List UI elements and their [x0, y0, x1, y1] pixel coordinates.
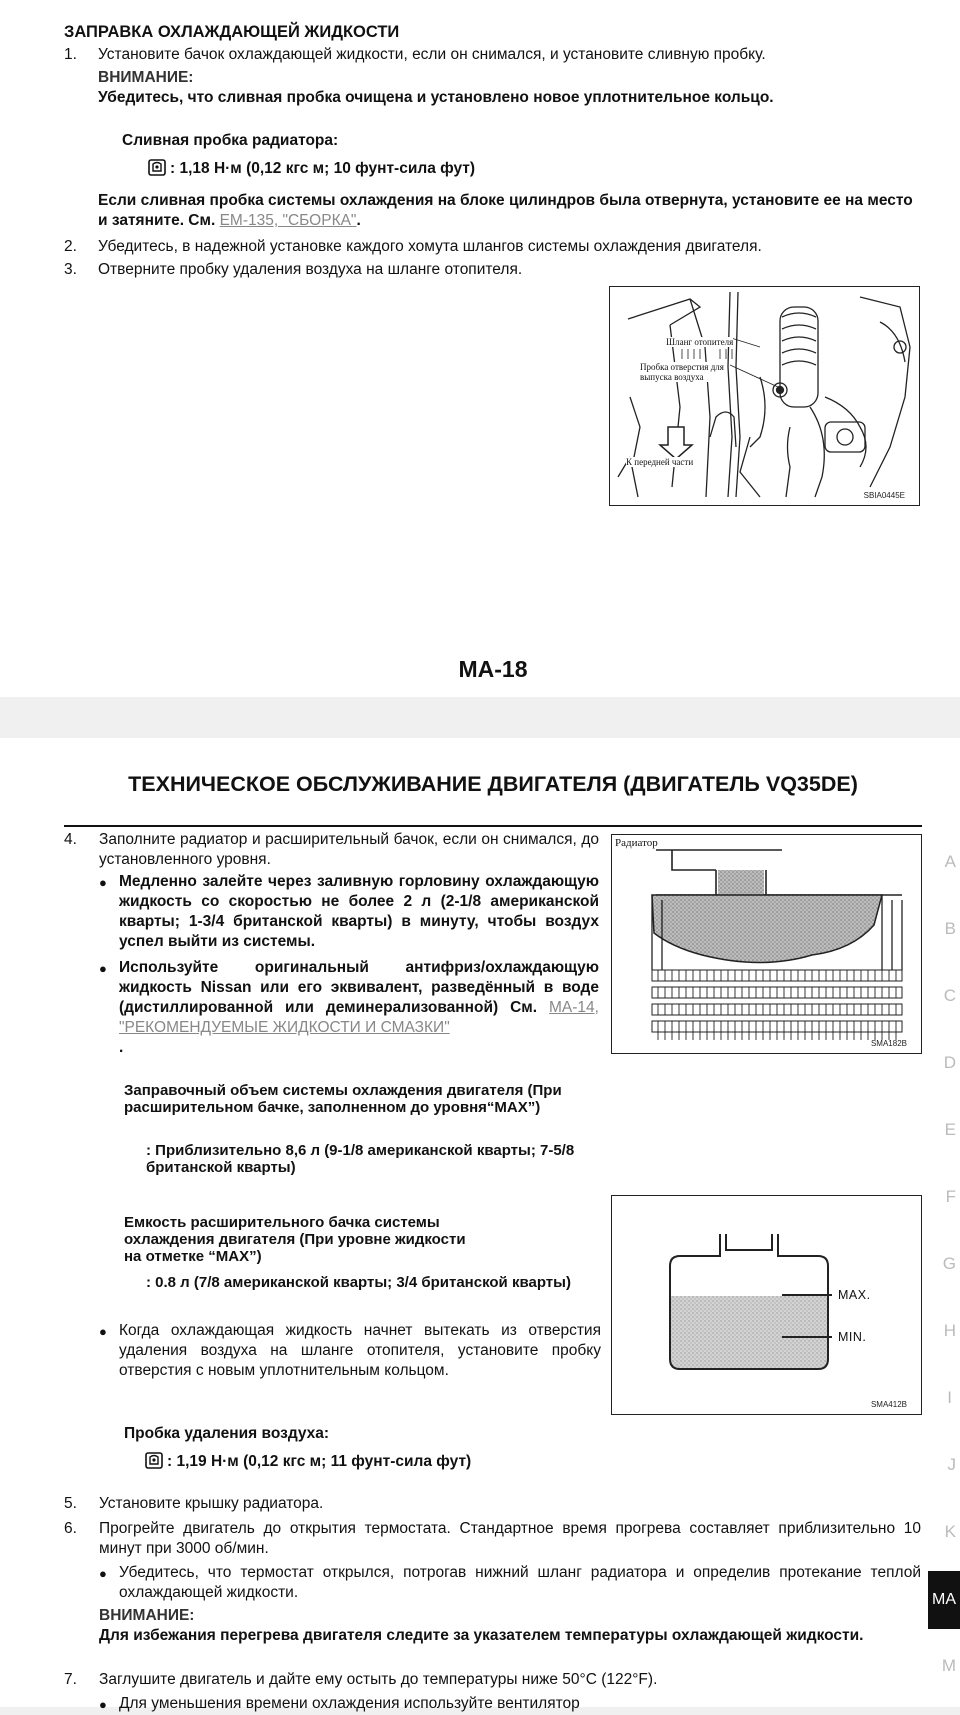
caution-label: ВНИМАНИЕ:: [98, 69, 194, 86]
torque-wrench-icon: [145, 1452, 163, 1469]
header-divider: [64, 825, 922, 827]
figure-code: SBIA0445E: [863, 491, 905, 500]
tank-capacity-value: : 0.8 л (7/8 американской кварты; 3/4 британской кварты): [146, 1274, 571, 1291]
block-plug-note: Если сливная пробка системы охлаждения на блоке цилиндров была отвернута, установите ее на место и затяните. См. EM-135, "СБОРКА".: [98, 192, 913, 229]
side-tab-ma-active[interactable]: MA: [928, 1571, 960, 1629]
side-tab-k[interactable]: K: [944, 1522, 956, 1541]
radiator-figure: [611, 834, 922, 1054]
document-page-ma-18: [0, 0, 960, 697]
figure-code: SMA182B: [870, 1039, 907, 1048]
caution-label: ВНИМАНИЕ:: [99, 1607, 195, 1624]
side-tab-b[interactable]: B: [944, 919, 956, 938]
reservoir-tank-drawing: [612, 1196, 921, 1414]
bullet-original-coolant: ● Используйте оригинальный антифриз/охлаждающую жидкость Nissan или его эквивалент, разведённый в воде (дистиллированной или деминерализованной) См. MA-14, "РЕКОМЕНДУЕМЫЕ ЖИДКОСТИ И СМАЗКИ" .: [119, 958, 599, 1058]
side-tab-a[interactable]: A: [944, 852, 956, 871]
side-tab-j[interactable]: J: [947, 1455, 956, 1474]
step-number: 3.: [64, 261, 77, 278]
side-tab-m[interactable]: M: [941, 1656, 956, 1675]
bullet-install-plug: ● Когда охлаждающая жидкость начнет вытекать из отверстия удаления воздуха на шланге отопителя, установите пробку отверстия с новым уплотнительным кольцом.: [119, 1321, 601, 1381]
step-number: 2.: [64, 238, 77, 255]
radiator-drawing: [612, 835, 921, 1053]
step-number: 4.: [64, 831, 77, 848]
fill-volume-title: Заправочный объем системы охлаждения двигателя (При расширительном бачке, заполненном до уровня“MAX”): [124, 1082, 562, 1116]
caution-text: Убедитесь, что сливная пробка очищена и установлено новое уплотнительное кольцо.: [98, 89, 774, 106]
step-5-text: Установите крышку радиатора.: [99, 1495, 324, 1512]
bullet-slow-fill: ● Медленно залейте через заливную горловину охлаждающую жидкость со скоростью не более 2 л (2-1/8 американской кварты; 1-3/4 британской кварты) в минуту, чтобы воздух успел выйти из системы.: [119, 872, 599, 952]
reservoir-tank-figure: [611, 1195, 922, 1415]
bullet-fan: ● Для уменьшения времени охлаждения используйте вентилятор: [119, 1694, 580, 1714]
ma-14-link[interactable]: MA-14, "РЕКОМЕНДУЕМЫЕ ЖИДКОСТИ И СМАЗКИ": [119, 999, 599, 1036]
step-number: 6.: [64, 1520, 77, 1537]
step-6-text: Прогрейте двигатель до открытия термостата. Стандартное время прогрева составляет приблизительно 10 минут при 3000 об/мин.: [99, 1520, 921, 1557]
figure-label-plug: Пробка отверстия для выпуска воздуха: [640, 362, 724, 382]
side-tab-h[interactable]: H: [943, 1321, 956, 1340]
side-tab-f[interactable]: F: [945, 1187, 956, 1206]
page-number: MA-18: [458, 656, 528, 682]
em-135-link[interactable]: EM-135, "СБОРКА": [219, 212, 357, 229]
radiator-label: Радиатор: [615, 837, 658, 849]
figure-label-front: К передней части: [626, 457, 694, 467]
engine-hose-drawing: [610, 287, 919, 505]
step-number: 5.: [64, 1495, 77, 1512]
max-mark-label: MAX.: [838, 1288, 871, 1302]
side-tab-e[interactable]: E: [944, 1120, 956, 1139]
side-tab-i[interactable]: I: [947, 1388, 952, 1407]
torque-wrench-icon: [148, 159, 166, 176]
figure-label-hose: Шланг отопителя: [666, 337, 734, 347]
side-tab-g[interactable]: G: [942, 1254, 956, 1273]
page-header: ТЕХНИЧЕСКОЕ ОБСЛУЖИВАНИЕ ДВИГАТЕЛЯ (ДВИГАТЕЛЬ VQ35DE): [128, 772, 858, 796]
radiator-plug-torque: : 1,18 Н·м (0,12 кгс м; 10 фунт-сила фут): [148, 159, 475, 179]
figure-code: SMA412B: [870, 1400, 907, 1409]
air-plug-torque: : 1,19 Н·м (0,12 кгс м; 11 фунт-сила фут): [145, 1452, 471, 1472]
section-title: ЗАПРАВКА ОХЛАЖДАЮЩЕЙ ЖИДКОСТИ: [64, 23, 400, 41]
radiator-plug-label: Сливная пробка радиатора:: [122, 132, 339, 149]
fill-volume-value: : Приблизительно 8,6 л (9-1/8 американской кварты; 7-5/8 британской кварты): [146, 1142, 575, 1176]
step-2-text: Убедитесь, в надежной установке каждого хомута шлангов системы охлаждения двигателя.: [98, 238, 762, 255]
step-number: 1.: [64, 46, 77, 63]
document-page-2: [0, 738, 960, 1712]
side-tab-d[interactable]: D: [943, 1053, 956, 1072]
step-1-text: Установите бачок охлаждающей жидкости, если он снимался, и установите сливную пробку.: [98, 46, 766, 63]
step-4-text: Заполните радиатор и расширительный бачок, если он снимался, до установленного уровня.: [99, 831, 599, 868]
heater-hose-figure: [609, 286, 920, 506]
bullet-thermostat: ● Убедитесь, что термостат открылся, потрогав нижний шланг радиатора и определив протекание теплой охлаждающей жидкости.: [119, 1563, 921, 1603]
step-7-text: Заглушите двигатель и дайте ему остыть до температуры ниже 50°C (122°F).: [99, 1671, 658, 1688]
tank-capacity-title: Емкость расширительного бачка системы охлаждения двигателя (При уровне жидкости на отметке “MAX”): [124, 1214, 466, 1265]
side-tab-c[interactable]: C: [943, 986, 956, 1005]
caution-text: Для избежания перегрева двигателя следите за указателем температуры охлаждающей жидкости.: [99, 1627, 864, 1644]
min-mark-label: MIN.: [838, 1330, 867, 1344]
step-3-text: Отверните пробку удаления воздуха на шланге отопителя.: [98, 261, 523, 278]
air-plug-label: Пробка удаления воздуха:: [124, 1425, 330, 1442]
step-number: 7.: [64, 1671, 77, 1688]
